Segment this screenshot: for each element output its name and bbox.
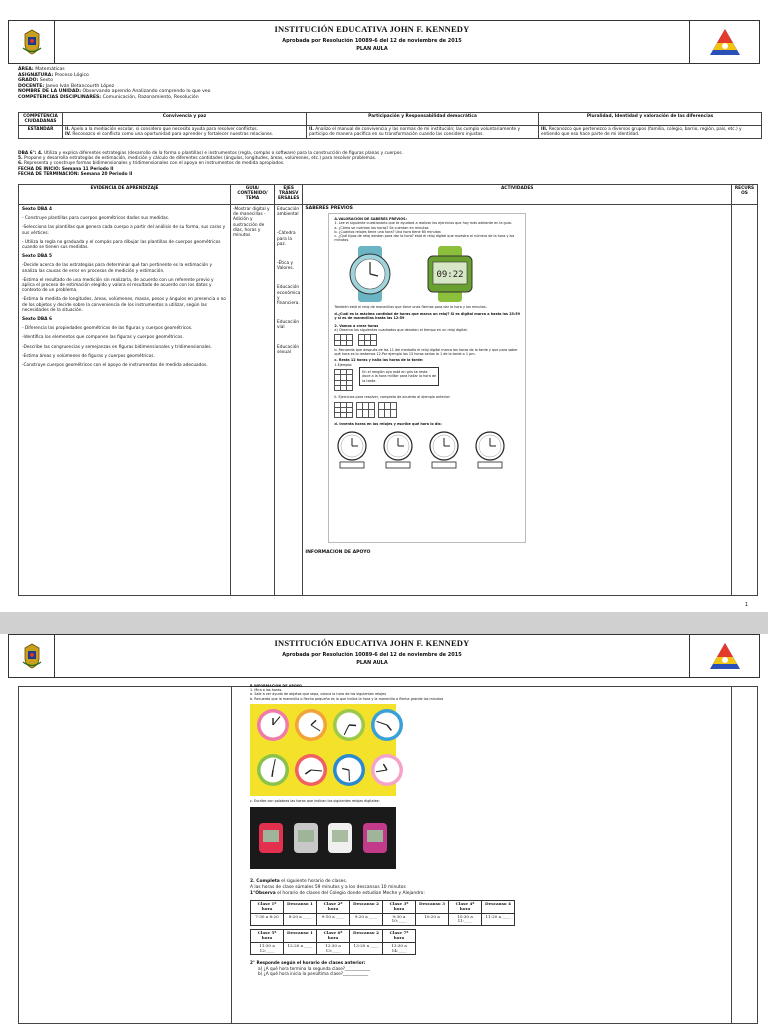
evidence-column	[19, 205, 231, 596]
schedule-value-cell: 8:20 a ____	[284, 913, 317, 926]
worksheet-image: A.VALORACIÓN DE SABERES PREVIOS: 1. Lee el siguiente cuestionario que te ayudará a realizar los ejercicios que hay más adelante en la guía. a. ¿Cómo se cuentan las horas? Se cuentan en minutos b. ¿Cuántos relojes tiene una hora? Una hora tiene 60 minutos c. ¿Qué tipos de reloj existen para dar la hora? está el reloj digital que muestra el número de la hora y los minutos. 09:22 También está el reloj de manecillas que tiene unas flechas para dar la hora y los minutos. d.¿Cuál es la máxima cantidad de horas que marca un reloj? Si es digital marca a hasta las 23:59 y si es de manecillas hasta las 12:59 2. Vamos a crear horas a) Observa los siguientes cuadrados que denotan el tiempo en un reloj digital: b. Recuerda que después de las 11 del medodía el reloj digital marca las horas de la tarde y que para saber qué hora es lo restamos 12.Por ejemplo las 13 horas serías la 1 de la tarde o 1 pm. c. Resta 12 horas y halla las horas de la tarde: 1.Ejemplo: En el renglón oyo está en gris se resta doce a la hora militar para hallar la hora de la tarde. II. Ejercicios para resolver, completa de acuerdo al ejemplo anterior: d. Inventa horas en los relojes y escribe qué hora lo dis:	[328, 213, 526, 543]
page-number: 1	[744, 602, 748, 608]
schedule-header-cell: Clase 7ª hora	[383, 930, 416, 943]
course-info: ÁREA: Matemáticas ASIGNATURA: Proceso Lógico GRADO: Sexto DOCENTE: Jaevo Iván Betancourth López NOMBRE DE LA UNIDAD: Observando aprendo Analizando comprendo lo que veo COMPETENCIAS DISCIPLINARES: Comunicación, Razonamiento, Resolución	[18, 67, 211, 100]
page-2	[0, 634, 768, 1024]
blank-clock-icon	[472, 430, 508, 471]
schedule-table-2	[250, 929, 416, 955]
plan-title: PLAN AULA	[356, 46, 388, 52]
svg-text:09:22: 09:22	[436, 269, 464, 280]
schedule-value-cell: 9:30 a 10:____	[383, 913, 416, 926]
evidence-title: Sexto DBA 5	[22, 254, 52, 260]
schedule-value-cell: 10:20 a	[416, 913, 449, 926]
schedule-value-cell: 11:30 a 12:____	[251, 942, 284, 955]
clock-exercise-row	[334, 430, 520, 471]
eje-item: Educación vial	[277, 320, 300, 331]
competencias-table: COMPETENCIA CIUDADANAS Convivencia y paz Participación y Responsabilidad democrática Pluralidad, Identidad y valoración de las diferencias ESTANDAR II. Apelo a la mediación escolar, si considero que necesito ayuda para resolver conflictos. IV. Reconozco el conflicto como una oportunidad para aprender y fortalecer nuestras relaciones. II. Analizo el manual de convivencia y las normas de mi institución; las cumplo voluntariamente y participo de manera pacífica en su transformación cuando las considero injustas. III. Reconozco que pertenezco a diversos grupos (familia, colegio, barrio, región, país, etc.) y entiendo que eso hace parte de mi identidad.	[18, 112, 762, 139]
page-gap	[0, 612, 768, 634]
digital-watches-photo	[250, 807, 396, 869]
colored-clock-icon	[332, 753, 366, 792]
plan-grid: EVIDENCIA DE APRENDIZAJE GUIA/ CONTENIDO/ TEMA EJES TRANSV ERSALES ACTIVIDADES RECURS OS Sexto DBA 4 - Construye plantillas para cuerpos geométricos dados sus medidas. -Selecciona las plantillas que genera cada cuerpo a partir del análisis de su forma, sus caras y sus vértices. - Utiliza la regla no graduada y el compás para dibujar las plantillas de cuerpos geométricos cuando se tienen sus medidas. Sexto DBA 5 -Decide acerca de las estrategias para determinar qué tan pertinente es la estimación y analiza las causas de error en procesos de medición y estimación. -Estima el resultado de una medición sin realizarla, de acuerdo con un referente previo y aplica el proceso de estimación elegido y valora el resultado de acuerdo con los datos y contexto de un problema. -Estima la medida de longitudes, áreas, volúmenes, masas, pesos y ángulos en presencia o no de los objetos y decide sobre la conveniencia de los instrumentos a utilizar, según las necesidades de la situación. Sexto DBA 6 - Diferencia las propiedades geométricas de las figuras y cuerpos geométricos. -Identifica los elementos que componen las figuras y cuerpos geométricos. -Describe las congruencias y semejanzas en figuras bidimensionales y tridimensionales. -Estima áreas y volúmenes de figuras y cuerpos geométricos. -Construye cuerpos geométricos con el apoyo de instrumentos de medida adecuados. -Mostrar digital y de manecillas -Adición y sustracción de días, horas y minutos Educación ambiental -Cátedra para la paz. -Ética y Valores. Educación económica y financiera. Educación vial Educación sexual SABERES PREVIOS A.VALORACIÓN DE SABERES PREVIOS: 1. Lee el siguiente cuestionario que te ayudará a realizar los ejercicios que hay más adelante en la guía. a. ¿Cómo se cuentan las horas? Se cuentan en minutos b. ¿Cuántos relojes tiene una hora? Una hora tiene 60 minutos c. ¿Qué tipos de reloj existen para dar la hora? está el reloj digital que muestra el número de la hora y los minutos. 09:22 También está el reloj de manecillas que tiene unas flechas para dar la hora y los minutos. d.¿Cuál es la máxima cantidad de horas que marca un reloj? Si es digital marca a hasta las 23:59 y si es de manecillas hasta las 12:59 2. Vamos a crear horas a) Observa los siguientes cuadrados que denotan el tiempo en un reloj digital: b. Recuerda que después de las 11 del medodía el reloj digital marca las horas de la tarde y que para saber qué hora es lo restamos 12.Por ejemplo las 13 horas serías la 1 de la tarde o 1 pm. c. Resta 12 horas y halla las horas de la tarde: 1.Ejemplo: En el renglón oyo está en gris se resta doce a la hora militar para hallar la hora de la tarde. II. Ejercicios para resolver, completa de acuerdo al ejemplo anterior: d. Inventa horas en los relojes y escribe qué hora lo dis: INFORMACION DE APOYO	[18, 184, 758, 596]
eje-item: -Ética y Valores.	[277, 261, 294, 272]
schedule-header-cell: Clase 1ª hora	[251, 901, 284, 914]
digital-watch-icon	[414, 246, 486, 302]
eje-item: Educación ambiental	[277, 207, 300, 218]
schedule-value-cell: 9:10 a ____	[317, 913, 350, 926]
page-header	[8, 20, 760, 64]
schedule-header-cell: Clase 5ª hora	[251, 930, 284, 943]
evidence-item: -Decide acerca de las estrategias para determinar qué tan pertinente es la estimación y analiza las causas de error en procesos de medición y estimación.	[22, 263, 212, 274]
schedule-value-cell: 9:20 a ____	[350, 913, 383, 926]
colored-clocks-board	[250, 704, 396, 796]
colored-clock-icon	[370, 708, 404, 747]
schedule-value-cell: 11:20 a ____	[482, 913, 515, 926]
evidence-item: -Describe las congruencias y semejanzas en figuras bidimensionales y tridimensionales.	[22, 344, 213, 350]
institution-title: INSTITUCIÓN EDUCATIVA JOHN F. KENNEDY	[274, 24, 470, 34]
evidence-item: -Estima la medida de longitudes, áreas, volúmenes, masas, pesos y ángulos en presencia o no de los objetos y decide sobre la conveniencia de los instrumentos a utilizar, según las necesidades de la situación.	[22, 297, 226, 313]
evidence-item: -Selecciona las plantillas que genera cada cuerpo a partir del análisis de su forma, sus caras y sus vértices.	[22, 225, 226, 236]
colored-clock-icon	[294, 708, 328, 747]
schedule-value-cell: 7:30 a 8:20	[251, 913, 284, 926]
schedule-value-cell: 13:20 a ____	[350, 942, 383, 955]
flag-triangle-icon	[689, 635, 759, 677]
schedule-table-1	[250, 900, 515, 926]
schedule-value-cell: 12:20 a ____	[284, 942, 317, 955]
recursos-column	[732, 205, 758, 596]
evidence-item: - Construye plantillas para cuerpos geométricos dados sus medidas.	[22, 216, 170, 222]
eje-item: Educación sexual	[277, 344, 300, 355]
page-2-header: INSTITUCIÓN EDUCATIVA JOHN F. KENNEDY Aprobada por Resolución 10089-6 del 12 de noviembre de 2015 PLAN AULA	[8, 634, 760, 678]
ejes-column	[275, 205, 303, 596]
schedule-header-cell: Descanso 4	[482, 901, 515, 914]
dba-block: DBA 6°: 4. Utiliza y explica diferentes estrategias (desarrollo de la forma o plantillas) e instrumentos (regla, compás o software) para la construcción de figuras planas y cuerpos. 5. Propone y desarrolla estrategias de estimación, medición y cálculo de diferentes cantidades (ángulos, longitudes, áreas, volúmenes, etc.) para resolver problemas. 6. Representa y construye formas bidimensionales y tridimensionales con el apoyo en instrumentos de medida apropiados. FECHA DE INICIO: Semana 11 Periodo II FECHA DE TERMINACIÓN: Semana 20 Periodo II	[18, 151, 403, 177]
schedule-header-cell: Descanso 1	[284, 901, 317, 914]
school-crest-icon	[9, 635, 55, 677]
schedule-header-cell: Descanso 3	[416, 901, 449, 914]
resolution-line: Aprobada por Resolución 10089-6 del 12 de noviembre de 2015	[282, 38, 462, 44]
schedule-value-cell: 12:30 a 13:____	[317, 942, 350, 955]
activities-column: SABERES PREVIOS A.VALORACIÓN DE SABERES PREVIOS: 1. Lee el siguiente cuestionario que te ayudará a realizar los ejercicios que hay más adelante en la guía. a. ¿Cómo se cuentan las horas? Se cuentan en minutos b. ¿Cuántos relojes tiene una hora? Una hora tiene 60 minutos c. ¿Qué tipos de reloj existen para dar la hora? está el reloj digital que muestra el número de la hora y los minutos. 09:22 También está el reloj de manecillas que tiene unas flechas para dar la hora y los minutos. d.¿Cuál es la máxima cantidad de horas que marca un reloj? Si es digital marca a hasta las 23:59 y si es de manecillas hasta las 12:59 2. Vamos a crear horas a) Observa los siguientes cuadrados que denotan el tiempo en un reloj digital: b. Recuerda que después de las 11 del medodía el reloj digital marca las horas de la tarde y que para saber qué hora es lo restamos 12.Por ejemplo las 13 horas serías la 1 de la tarde o 1 pm. c. Resta 12 horas y halla las horas de la tarde: 1.Ejemplo: En el renglón oyo está en gris se resta doce a la hora militar para hallar la hora de la tarde. II. Ejercicios para resolver, completa de acuerdo al ejemplo anterior: d. Inventa horas en los relojes y escribe qué hora lo dis: INFORMACION DE APOYO	[303, 205, 732, 596]
blank-clock-icon	[426, 430, 462, 471]
schedule-value-cell: 10:30 a 11:____	[449, 913, 482, 926]
schedule-header-cell: Clase 4ª hora	[449, 901, 482, 914]
eje-item: Educación económica y financiera.	[277, 285, 301, 307]
schedule-value-cell: 13:30 a 14:____	[383, 942, 416, 955]
schedule-header-cell: Clase 6ª hora	[317, 930, 350, 943]
evidence-item: - Diferencia las propiedades geométricas de las figuras y cuerpos geométricos.	[22, 326, 193, 332]
evidence-item: -Estima el resultado de una medición sin realizarla, de acuerdo con un referente previo y aplica el proceso de estimación elegido y valora el resultado de acuerdo con los datos y contexto de un problema.	[22, 277, 214, 294]
blank-clock-icon	[334, 430, 370, 471]
analog-watch-icon	[334, 246, 406, 302]
apoyo-worksheet: B.INFORMACION DE APOYO 1. Mira a las horas. a. Sale a ver ayuda de objetos que sepa, coloca la hora de los siguientes relojes b. Recuerda que la manecilla o flecha pequeña es la que indica la hora y la manecilla o flecha grande los minutos c. Escribe con palabras las horas que indican los siguientes relojes digitales: 2. Completa el siguiente horario de clases. A las horas de clase súmales 59 minutos y a los descansos 10 minutos 1°Observa el horario de clases del Colegio donde estudian Meche y Alejandro: Clase 1ª hora Descanso 1 Clase 2ª hora Descanso 2 Clase 3ª hora Descanso 3 Clase 4ª hora Descanso 4 7:30 a 8:20 8:20 a ____ 9:10 a ____ 9:20 a ____ 9:30 a 10:____ 10:20 a 10:30 a 11:____ 11:20 a ____ Clase 5ª hora Descanso 1 Clase 6ª hora Descanso 2 Clase 7ª hora 11:30 a 12:____ 12:20 a ____ 12:30 a 13:____ 13:20 a ____ 13:30 a 14:____ 2° Responde según el horario de clases anterior: a) ¿A qué hora termina la segunda clase?____________ b) ¿A qué hora inicia la penúltima clase?____________	[250, 684, 518, 976]
colored-clock-icon	[256, 753, 290, 792]
colored-clock-icon	[370, 753, 404, 792]
blank-clock-icon	[380, 430, 416, 471]
evidence-item: - Utiliza la regla no graduada y el compás para dibujar las plantillas de cuerpos geométricos cuando se tienen sus medidas.	[22, 239, 221, 251]
evidence-title: Sexto DBA 6	[22, 317, 52, 323]
colored-clock-icon	[332, 708, 366, 747]
schedule-header-cell: Clase 3ª hora	[383, 901, 416, 914]
evidence-item: -Identifica los elementos que componen las figuras y cuerpos geométricos.	[22, 335, 184, 341]
schedule-header-cell: Clase 2ª hora	[317, 901, 350, 914]
evidence-item: -Construye cuerpos geométricos con el apoyo de instrumentos de medida adecuados.	[22, 363, 208, 369]
colored-clock-icon	[256, 708, 290, 747]
guia-column: -Mostrar digital y de manecillas -Adición y sustracción de días, horas y minutos	[231, 205, 275, 596]
evidence-item: -Estima áreas y volúmenes de figuras y cuerpos geométricos.	[22, 353, 155, 359]
digital-squares-table	[334, 334, 377, 346]
evidence-title: Sexto DBA 4	[22, 207, 52, 212]
colored-clock-icon	[294, 753, 328, 792]
schedule-header-cell: Descanso 1	[284, 930, 317, 943]
schedule-header-cell: Descanso 2	[350, 930, 383, 943]
schedule-header-cell: Descanso 2	[350, 901, 383, 914]
school-crest-icon	[9, 21, 55, 63]
flag-triangle-icon	[689, 21, 759, 63]
eje-item: -Cátedra para la paz.	[277, 231, 296, 247]
